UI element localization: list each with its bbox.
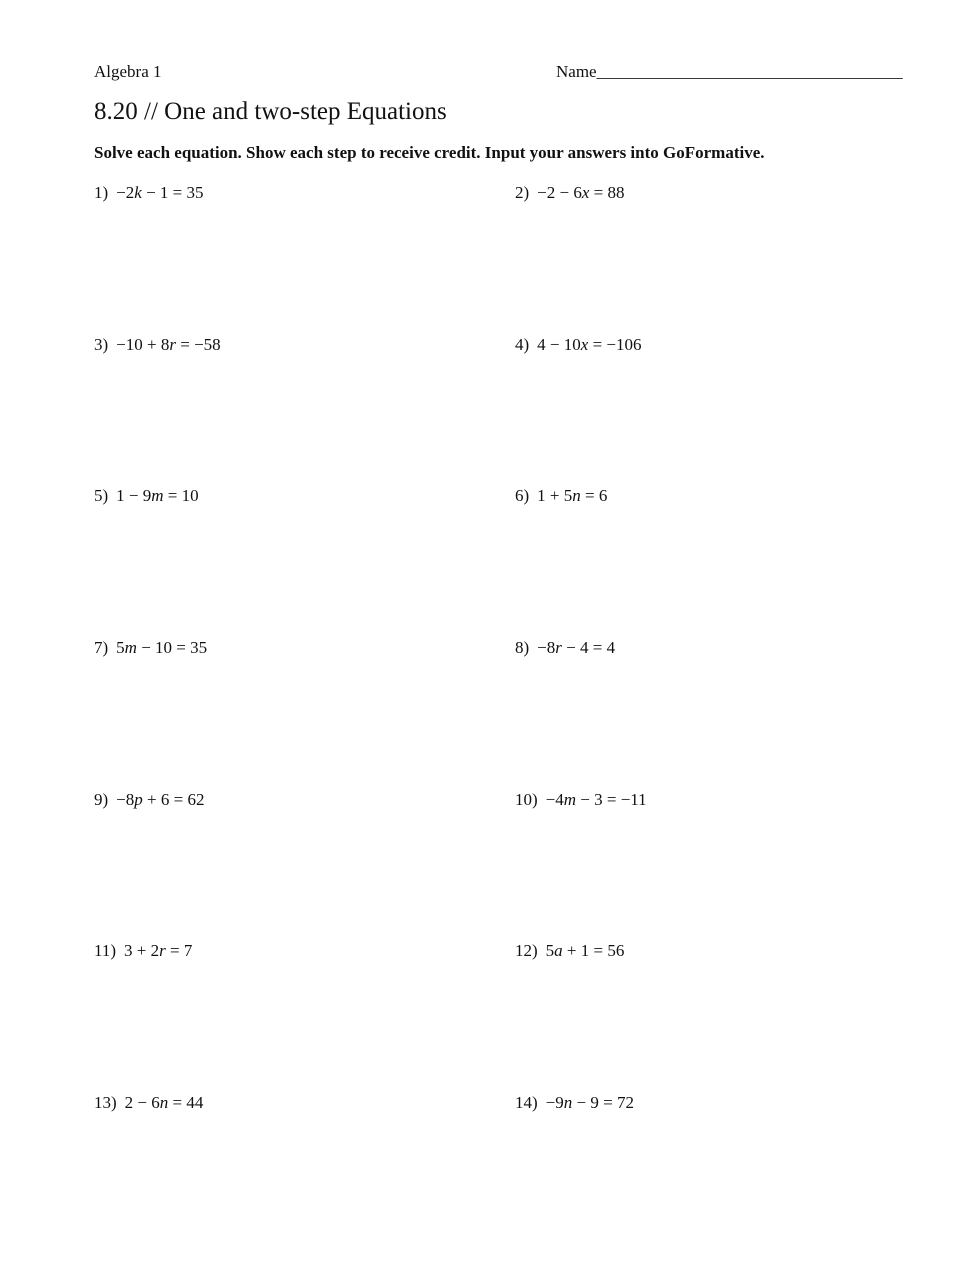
variable: x	[580, 335, 589, 354]
problem-equation: 1 + 5n = 6	[537, 486, 608, 505]
variable: n	[159, 1093, 169, 1112]
problem-11	[94, 941, 192, 961]
problem-equation: −8p + 6 = 62	[116, 790, 205, 809]
variable: r	[159, 941, 166, 960]
problem-3	[94, 335, 221, 355]
problem-equation: −2 − 6x = 88	[537, 183, 625, 202]
variable: m	[124, 638, 137, 657]
page-title: 8.20 // One and two-step Equations	[94, 98, 447, 125]
problem-8	[515, 638, 615, 658]
problem-4	[515, 335, 642, 355]
variable: p	[134, 790, 143, 809]
problem-number: 9)	[94, 790, 109, 809]
variable: a	[554, 941, 563, 960]
problem-number: 6)	[515, 486, 530, 505]
variable: m	[563, 790, 577, 809]
problem-number: 2)	[515, 183, 530, 202]
problem-number: 8)	[515, 638, 530, 657]
problem-equation: −8r − 4 = 4	[537, 638, 616, 657]
variable: k	[134, 183, 142, 202]
problem-number: 11)	[94, 941, 117, 960]
problem-7	[94, 638, 207, 658]
problem-equation: −2k − 1 = 35	[116, 183, 204, 202]
course-label: Algebra 1	[94, 62, 162, 81]
problem-5	[94, 486, 199, 506]
problem-10	[515, 790, 647, 810]
variable: r	[555, 638, 562, 657]
problem-equation: 1 − 9m = 10	[116, 486, 199, 505]
problem-number: 1)	[94, 183, 109, 202]
variable: n	[563, 1093, 573, 1112]
problem-number: 13)	[94, 1093, 117, 1112]
problem-12	[515, 941, 624, 961]
problem-6	[515, 486, 607, 506]
problem-9	[94, 790, 204, 810]
problem-equation: −9n − 9 = 72	[545, 1093, 634, 1112]
variable: n	[572, 486, 581, 505]
problem-13	[94, 1093, 203, 1113]
problem-equation: 5a + 1 = 56	[545, 941, 625, 960]
problem-equation: 4 − 10x = −106	[537, 335, 642, 354]
problem-number: 14)	[515, 1093, 538, 1112]
problem-equation: 3 + 2r = 7	[124, 941, 193, 960]
problem-equation: −4m − 3 = −11	[545, 790, 647, 809]
problem-number: 3)	[94, 335, 109, 354]
problem-number: 7)	[94, 638, 109, 657]
variable: r	[169, 335, 176, 354]
problem-equation: 5m − 10 = 35	[116, 638, 208, 657]
problem-number: 4)	[515, 335, 530, 354]
variable: m	[151, 486, 164, 505]
problem-number: 5)	[94, 486, 109, 505]
variable: x	[581, 183, 590, 202]
problem-equation: −10 + 8r = −58	[116, 335, 221, 354]
instructions: Solve each equation. Show each step to receive credit. Input your answers into GoFormative.	[94, 143, 765, 162]
problem-number: 10)	[515, 790, 538, 809]
problem-equation: 2 − 6n = 44	[124, 1093, 204, 1112]
problem-2	[515, 183, 625, 203]
problem-number: 12)	[515, 941, 538, 960]
problem-1	[94, 183, 204, 203]
problem-14	[515, 1093, 634, 1113]
name-field-label: Name____________________________________	[556, 62, 903, 81]
